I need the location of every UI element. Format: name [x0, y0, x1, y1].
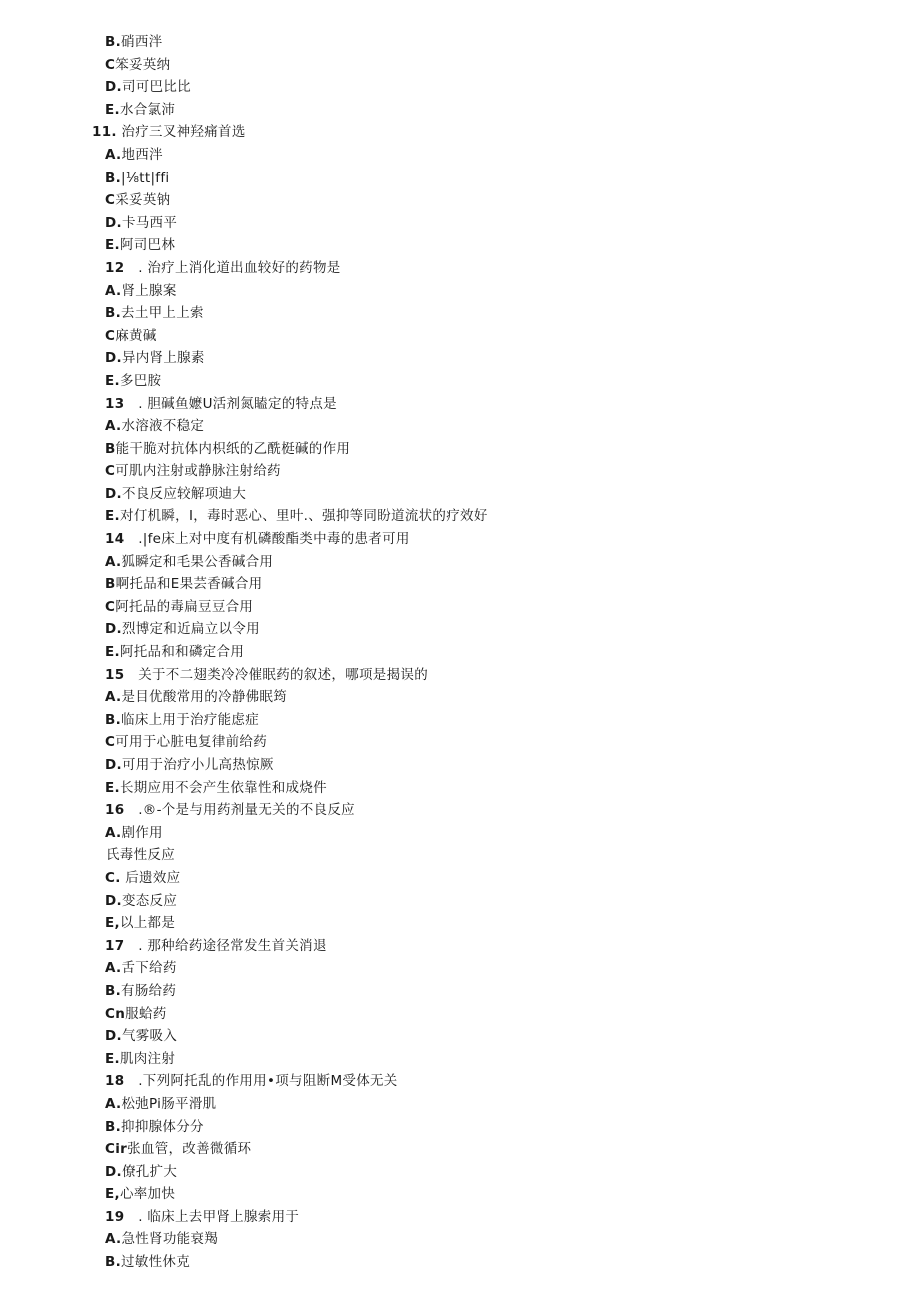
line-marker: A. — [105, 1231, 122, 1248]
line-marker: D. — [105, 1028, 122, 1045]
line-marker: 15 — [105, 666, 125, 683]
line-text: 以上都是 — [119, 915, 176, 932]
option-line — [0, 257, 920, 280]
line-text: 急性肾功能衰羯 — [121, 1231, 219, 1248]
line-text: 去土甲上上索 — [121, 305, 204, 322]
option-line — [0, 686, 920, 709]
line-text: 肾上腺案 — [121, 282, 177, 299]
option-line — [0, 1138, 920, 1161]
line-marker: Cir — [105, 1141, 128, 1158]
line-text: 服蛤药 — [125, 1005, 167, 1022]
line-marker: B — [105, 440, 116, 457]
line-marker: 12 — [105, 259, 125, 276]
line-marker: C. — [105, 869, 121, 886]
line-text: 水合氯沛 — [119, 101, 176, 118]
option-line — [0, 980, 920, 1003]
option-line — [0, 844, 920, 867]
option-line — [0, 822, 920, 845]
line-marker: A. — [105, 689, 122, 706]
line-marker: E. — [105, 372, 120, 389]
line-text: 多巴胺 — [119, 372, 162, 389]
option-line — [0, 460, 920, 483]
line-text: 可肌内注射或静脉注射给药 — [115, 463, 281, 480]
line-marker: 13 — [105, 395, 125, 412]
line-text: 烈博定和近扁立以令用 — [121, 621, 260, 638]
line-marker: B. — [105, 1254, 122, 1271]
line-marker: B — [105, 576, 116, 593]
option-line — [0, 1003, 920, 1026]
option-line — [0, 641, 920, 664]
option-line — [0, 167, 920, 190]
line-marker: 17 — [105, 937, 125, 954]
option-line — [0, 935, 920, 958]
option-line — [0, 505, 920, 528]
line-marker: A. — [105, 282, 122, 299]
line-marker: E. — [105, 779, 120, 796]
line-text: |⅛tt|ffi — [121, 169, 170, 186]
option-line — [0, 551, 920, 574]
option-line — [0, 890, 920, 913]
option-line — [0, 54, 920, 77]
line-text: 氏毒性反应 — [106, 847, 175, 864]
line-text: 硝西泮 — [121, 34, 163, 50]
line-marker: E. — [105, 644, 120, 661]
line-marker: D. — [105, 350, 122, 367]
option-line — [0, 1161, 920, 1184]
line-marker: D. — [105, 1163, 122, 1180]
line-marker: A. — [105, 553, 122, 570]
option-line — [0, 1025, 920, 1048]
line-text: 采妥英钠 — [115, 192, 171, 209]
line-text: 卡马西平 — [121, 214, 178, 231]
line-text: 变态反应 — [121, 892, 178, 909]
option-line — [0, 347, 920, 370]
option-line — [0, 302, 920, 325]
line-text: 阿司巴林 — [119, 237, 176, 254]
line-marker: E. — [105, 101, 120, 118]
line-text: 有肠给药 — [121, 982, 177, 999]
line-marker: 18 — [105, 1073, 125, 1090]
option-line — [0, 280, 920, 303]
option-line — [0, 1183, 920, 1206]
line-marker: B. — [105, 982, 122, 999]
option-line — [0, 731, 920, 754]
line-marker: B. — [105, 1118, 122, 1135]
option-line — [0, 189, 920, 212]
line-text: 张血管，改善微循环 — [127, 1141, 252, 1158]
line-text: 松弛Pi肠平滑肌 — [121, 1095, 217, 1112]
line-marker: C — [105, 56, 116, 73]
line-marker: C — [105, 192, 116, 209]
option-line — [0, 99, 920, 122]
line-marker: C — [105, 598, 116, 615]
option-line — [0, 1251, 920, 1274]
option-line — [0, 664, 920, 687]
line-marker: E. — [105, 508, 120, 525]
line-marker: A. — [105, 824, 122, 841]
line-marker: B. — [105, 169, 122, 186]
line-text: 僚孔扩大 — [121, 1163, 178, 1180]
option-line — [0, 76, 920, 99]
option-line — [0, 709, 920, 732]
line-text: 阿托品的毒扁豆豆合用 — [115, 598, 254, 615]
line-text: 能干脆对抗体内枳纸的乙酰梃碱的作用 — [115, 440, 351, 457]
line-text: 长期应用不会产生依靠性和成烧件 — [119, 779, 327, 796]
line-text: .|fe床上对中度有机磷酸酯类中毒的患者可用 — [124, 531, 410, 548]
line-text: 关于不二翅类冷冷催眠药的叙述，哪项是揭误的 — [124, 666, 428, 683]
option-line — [0, 1228, 920, 1251]
line-text: 临床上用于治疗能虑症 — [121, 711, 260, 728]
line-text: 剧作用 — [121, 824, 163, 841]
option-line — [0, 573, 920, 596]
line-text: 啊托品和E果芸香碱合用 — [115, 576, 263, 593]
line-marker: E, — [105, 1186, 120, 1203]
line-marker: E. — [105, 237, 120, 254]
option-line — [0, 618, 920, 641]
line-marker: D. — [105, 214, 122, 231]
option-line — [0, 596, 920, 619]
line-marker: 11. — [92, 124, 117, 141]
option-line — [0, 325, 920, 348]
line-marker: B. — [105, 34, 122, 50]
line-text: 笨妥英纳 — [115, 56, 171, 73]
option-line — [0, 777, 920, 800]
line-text: . 治疗上消化道出血较好的药物是 — [124, 259, 341, 276]
line-text: 舌下给药 — [121, 960, 177, 977]
line-marker: E, — [105, 915, 120, 932]
option-line — [0, 1206, 920, 1229]
option-line — [0, 867, 920, 890]
option-line — [0, 212, 920, 235]
line-marker: D. — [105, 485, 122, 502]
line-text: 水溶液不稳定 — [121, 418, 205, 435]
option-line — [0, 1093, 920, 1116]
line-marker: B. — [105, 305, 122, 322]
line-text: 可用于心脏电复律前给药 — [115, 734, 268, 751]
line-marker: A. — [105, 960, 122, 977]
line-marker: C — [105, 463, 116, 480]
line-text: 气雾吸入 — [121, 1028, 178, 1045]
line-text: 可用于治疗小儿高热惊厥 — [121, 757, 274, 773]
line-text: 过敏性休克 — [121, 1254, 191, 1271]
line-text: 阿托品和和磷定合用 — [119, 644, 245, 661]
line-text: 治疗三叉神羟痛首选 — [116, 124, 246, 141]
option-line — [0, 415, 920, 438]
option-line — [0, 483, 920, 506]
option-line — [0, 370, 920, 393]
line-text: 地西泮 — [121, 146, 163, 163]
line-text: 狐瞬定和毛果公香碱合用 — [121, 553, 274, 570]
line-text: 司可巴比比 — [121, 79, 191, 96]
option-line — [0, 438, 920, 461]
option-line — [0, 1116, 920, 1139]
line-text: 是目优酸常用的冷静佛眠筠 — [121, 689, 288, 706]
line-marker: D. — [105, 757, 122, 773]
line-marker: 14 — [105, 531, 125, 548]
option-line — [0, 31, 920, 54]
line-text: . 那种给药途径常发生首关消退 — [124, 937, 327, 954]
line-text: 肌肉注射 — [119, 1050, 176, 1067]
document-body — [0, 31, 920, 1274]
line-text: . 临床上去甲肾上腺索用于 — [124, 1208, 300, 1225]
option-line — [0, 957, 920, 980]
line-marker: B. — [105, 711, 122, 728]
line-marker: C — [105, 734, 116, 751]
line-text: 异内肾上腺素 — [121, 350, 205, 367]
line-text: .下列阿托乱的作用用•项与阻断M受体无关 — [124, 1073, 398, 1090]
line-marker: E. — [105, 1050, 120, 1067]
line-marker: A. — [105, 1095, 122, 1112]
line-marker: A. — [105, 146, 122, 163]
option-line — [0, 912, 920, 935]
option-line — [0, 393, 920, 416]
line-text: 后遗效应 — [120, 869, 181, 886]
line-text: . 胆碱鱼嬷U活剂氮瞌定的特点是 — [124, 395, 337, 412]
option-line — [0, 528, 920, 551]
line-marker: Cn — [105, 1005, 126, 1022]
line-text: .®-个是与用药剂量无关的不良反应 — [124, 802, 355, 819]
line-marker: D. — [105, 892, 122, 909]
line-marker: C — [105, 327, 116, 344]
line-marker: D. — [105, 621, 122, 638]
line-text: 麻黄碱 — [115, 327, 157, 344]
line-text: 不良反应较解项迪大 — [121, 485, 247, 502]
option-line — [0, 144, 920, 167]
option-line — [0, 799, 920, 822]
line-marker: 16 — [105, 802, 125, 819]
question-line — [0, 121, 920, 144]
line-marker: A. — [105, 418, 122, 435]
line-text: 抑抑腺体分分 — [121, 1118, 204, 1135]
option-line — [0, 1048, 920, 1071]
option-line — [0, 234, 920, 257]
line-text: 心率加快 — [119, 1186, 176, 1203]
option-line — [0, 754, 920, 777]
option-line — [0, 1070, 920, 1093]
line-marker: D. — [105, 79, 122, 96]
line-text: 对仃机瞬，I，毒时恶心、里叶.、强抑等同盼道流状的疗效好 — [119, 508, 488, 525]
line-marker: 19 — [105, 1208, 125, 1225]
